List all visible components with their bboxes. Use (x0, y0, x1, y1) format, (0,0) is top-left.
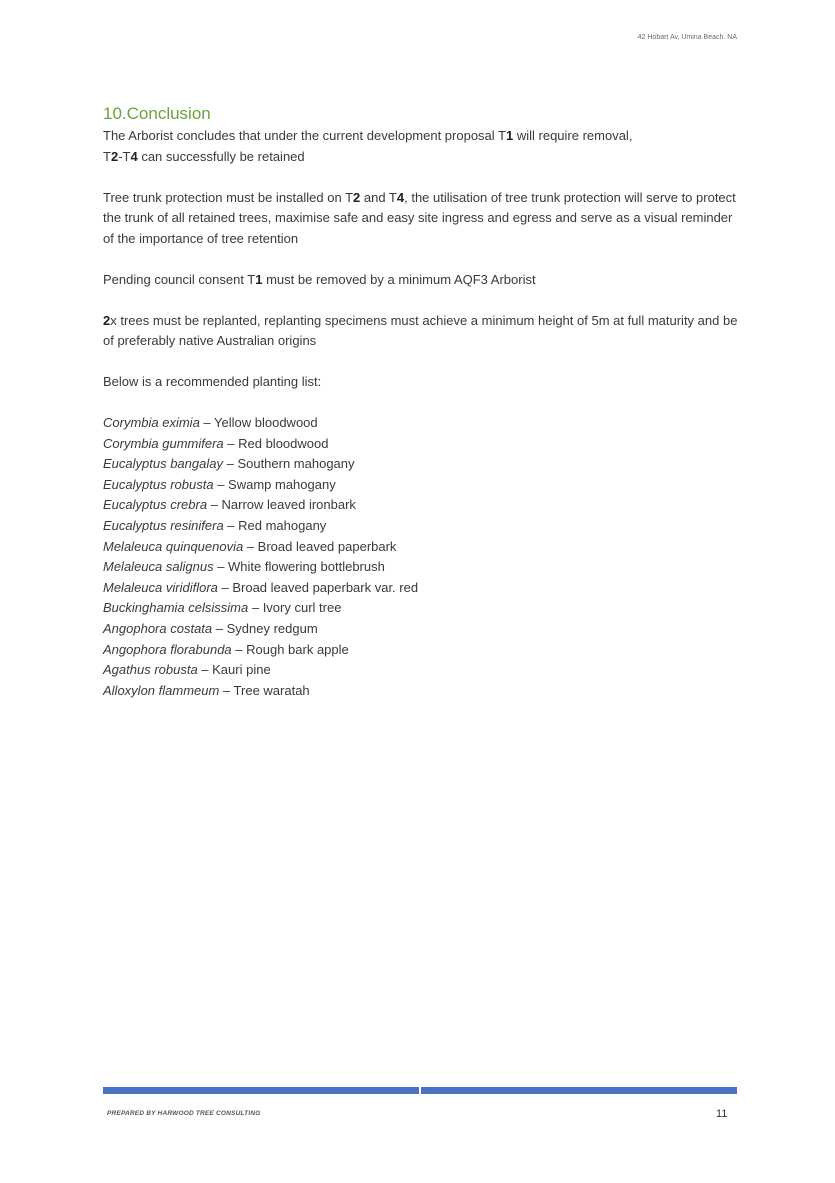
planting-list (103, 413, 743, 701)
list-item: Eucalyptus crebra – Narrow leaved ironbark (103, 497, 356, 513)
list-item: Corymbia eximia – Yellow bloodwood (103, 415, 318, 430)
conclusion-paragraph: The Arborist concludes that under the current development proposal T1 will require removal, T2-T4 can successfully be retained (103, 128, 633, 164)
list-item: Eucalyptus bangalay – Southern mahogany (103, 456, 355, 472)
list-item: Eucalyptus resinifera – Red mahogany (103, 517, 327, 533)
list-item: Melaleuca quinquenovia – Broad leaved paperbark (103, 538, 397, 554)
list-item: Corymbia gummifera – Red bloodwood (103, 435, 329, 451)
section-title: 10.Conclusion (103, 104, 211, 123)
footer-divider (103, 1087, 737, 1094)
trunk-protection-paragraph: Tree trunk protection must be installed on T2 and T4, the utilisation of tree trunk protection will serve to protect the trunk of all retained trees, maximise safe and easy site ingress and egress and serve as a visual reminder of the importance of tree retention (103, 189, 736, 246)
footer-divider-segment (103, 1087, 419, 1094)
list-item: Angophora costata – Sydney redgum (103, 620, 318, 636)
list-item: Melaleuca viridiflora – Broad leaved paperbark var. red (103, 579, 419, 595)
list-item: Melaleuca salignus – White flowering bottlebrush (103, 559, 385, 575)
page-number: 11 (716, 1108, 728, 1120)
replanting-paragraph: 2x trees must be replanted, replanting specimens must achieve a minimum height of 5m at full maturity and be of preferably native Australian origins (103, 312, 738, 348)
footer-prepared-by: PREPARED BY HARWOOD TREE CONSULTING (107, 1110, 261, 1117)
removal-paragraph: Pending council consent T1 must be removed by a minimum AQF3 Arborist (103, 271, 536, 287)
list-item: Buckinghamia celsissima – Ivory curl tree (103, 600, 342, 616)
document-body (103, 104, 743, 701)
footer-divider-segment (421, 1087, 737, 1094)
list-item: Angophora florabunda – Rough bark apple (103, 641, 349, 657)
list-item: Eucalyptus robusta – Swamp mahogany (103, 476, 336, 492)
list-item: Alloxylon flammeum – Tree waratah (103, 682, 310, 698)
planting-list-intro: Below is a recommended planting list: (103, 374, 322, 389)
page-header-address: 42 Hobart Av, Umina Beach. NA (637, 34, 737, 41)
list-item: Agathus robusta – Kauri pine (103, 662, 271, 678)
